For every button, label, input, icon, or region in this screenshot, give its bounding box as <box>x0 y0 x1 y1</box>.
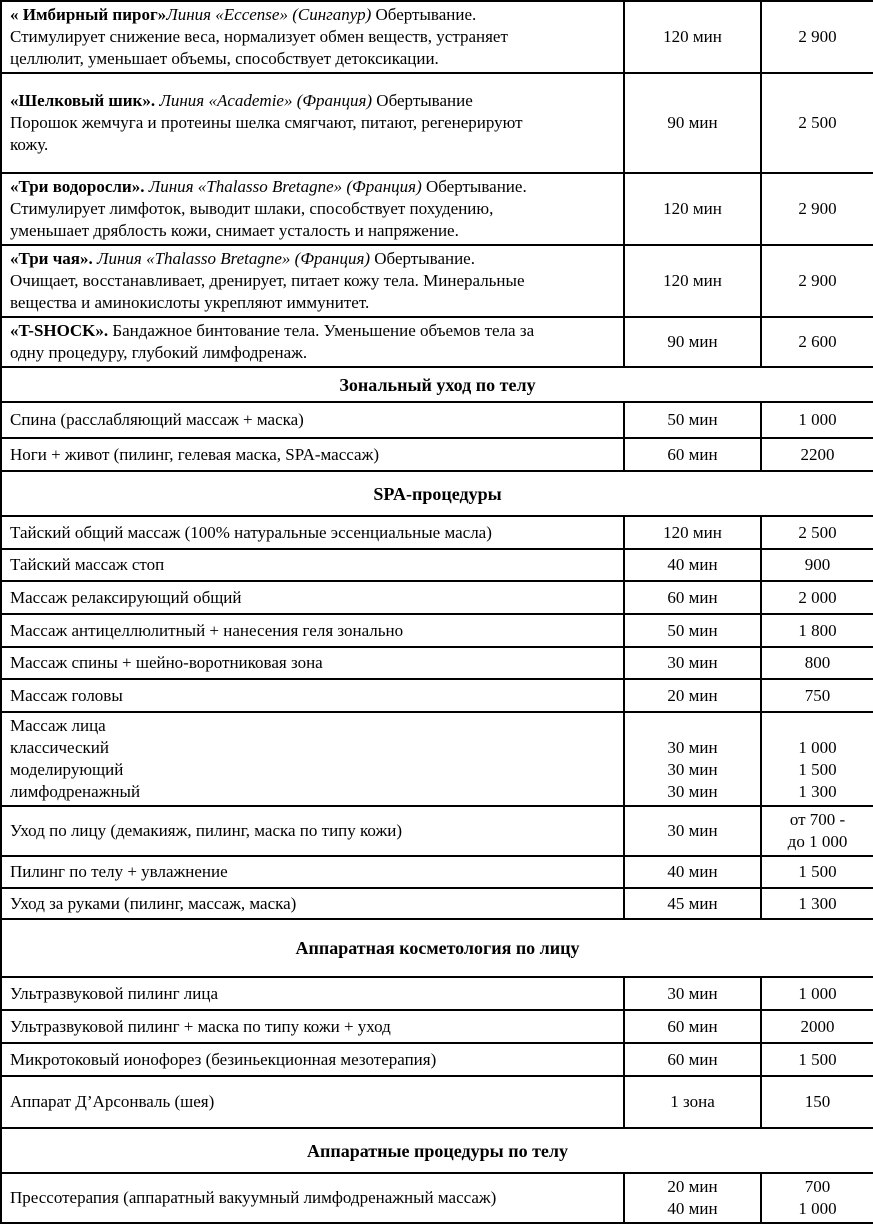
service-text-line: «Три чая». Линия «Thalasso Bretagne» (Франция) Обертывание. <box>10 249 475 268</box>
duration-cell <box>624 614 761 647</box>
service-cell <box>1 549 624 581</box>
price-cell <box>761 1 873 73</box>
service-cell <box>1 402 624 438</box>
price-cell <box>761 549 873 581</box>
service-text-line: моделирующий <box>10 760 124 779</box>
service-row <box>1 1 873 73</box>
price-cell <box>761 977 873 1010</box>
price-cell <box>761 73 873 173</box>
service-text-line: Массаж спины + шейно-воротниковая зона <box>10 653 323 672</box>
duration-cell <box>624 1076 761 1128</box>
service-text-line: вещества и аминокислоты укрепляют иммунитет. <box>10 293 370 312</box>
duration-cell <box>624 888 761 919</box>
duration-value: 40 мин <box>667 555 718 574</box>
service-text-line: кожу. <box>10 135 49 154</box>
duration-value: 30 мин <box>667 983 718 1003</box>
service-cell <box>1 438 624 471</box>
price-cell <box>761 516 873 549</box>
service-text-line: Порошок жемчуга и протеины шелка смягчают, питают, регенерируют <box>10 113 523 132</box>
duration-cell <box>624 581 761 614</box>
service-text-line: Аппарат Д’Арсонваль (шея) <box>10 1092 215 1111</box>
price-cell <box>761 402 873 438</box>
duration-value: 1 зона <box>670 1092 715 1111</box>
price-value: 150 <box>804 1092 831 1111</box>
service-row <box>1 1043 873 1076</box>
service-row <box>1 173 873 245</box>
service-text-line: Ультразвуковой пилинг лица <box>10 983 219 1003</box>
duration-value: 120 мин <box>663 27 722 46</box>
price-cell <box>761 245 873 317</box>
service-row <box>1 888 873 919</box>
service-row <box>1 977 873 1010</box>
price-cell <box>761 888 873 919</box>
service-text-line: одну процедуру, глубокий лимфодренаж. <box>10 343 308 362</box>
service-row <box>1 614 873 647</box>
price-cell <box>761 581 873 614</box>
service-row <box>1 1173 873 1223</box>
duration-value: 40 мин <box>667 862 718 881</box>
service-cell <box>1 581 624 614</box>
service-text-line: « Имбирный пирог»Линия «Eccense» (Сингапур) Обертывание. <box>10 5 477 24</box>
duration-value: 120 мин <box>663 199 722 218</box>
duration-cell <box>624 549 761 581</box>
duration-value: 90 мин <box>667 113 718 132</box>
duration-cell <box>624 173 761 245</box>
price-value: до 1 000 <box>787 832 848 851</box>
service-row <box>1 679 873 712</box>
price-cell <box>761 1076 873 1128</box>
duration-value: 30 мин <box>667 653 718 672</box>
service-cell <box>1 1173 624 1223</box>
duration-cell <box>624 516 761 549</box>
service-text-line: Очищает, восстанавливает, дренирует, питает кожу тела. Минеральные <box>10 271 525 290</box>
price-cell <box>761 438 873 471</box>
duration-cell <box>624 647 761 679</box>
price-value: 1 000 <box>798 738 837 757</box>
price-value: 2 500 <box>798 522 837 542</box>
price-value: 2 900 <box>798 27 837 46</box>
duration-value <box>627 715 758 737</box>
price-value: 2 600 <box>798 332 837 351</box>
price-value: 1 500 <box>798 760 837 779</box>
service-row <box>1 317 873 367</box>
service-row <box>1 1076 873 1128</box>
duration-value: 60 мин <box>667 444 718 464</box>
service-text-line: Ультразвуковой пилинг + маска по типу кожи + уход <box>10 1016 391 1036</box>
duration-value: 30 мин <box>667 821 718 840</box>
service-row <box>1 806 873 856</box>
price-value: 2000 <box>800 1016 835 1036</box>
price-value: 750 <box>804 685 831 705</box>
service-text-line: Пилинг по телу + увлажнение <box>10 862 228 881</box>
price-value: 1 300 <box>798 782 837 801</box>
service-text-line: целлюлит, уменьшает объемы, способствует детоксикации. <box>10 49 439 68</box>
duration-value: 45 мин <box>667 893 718 913</box>
duration-value: 40 мин <box>667 1199 718 1218</box>
duration-value: 50 мин <box>667 410 718 429</box>
duration-value: 30 мин <box>667 760 718 779</box>
service-cell <box>1 317 624 367</box>
price-cell <box>761 317 873 367</box>
duration-cell <box>624 1173 761 1223</box>
service-row <box>1 245 873 317</box>
price-value: 1 500 <box>798 862 837 881</box>
price-cell <box>761 173 873 245</box>
price-value: 1 000 <box>798 983 837 1003</box>
section-row <box>1 1128 873 1173</box>
service-row <box>1 581 873 614</box>
service-cell <box>1 647 624 679</box>
duration-value: 120 мин <box>663 271 722 290</box>
duration-cell <box>624 679 761 712</box>
duration-cell <box>624 402 761 438</box>
service-row <box>1 438 873 471</box>
service-row <box>1 73 873 173</box>
price-value: 1 800 <box>798 620 837 640</box>
service-text-line: Тайский общий массаж (100% натуральные эссенциальные масла) <box>10 522 492 542</box>
service-cell <box>1 173 624 245</box>
section-header: Аппаратные процедуры по телу <box>1 1128 873 1173</box>
price-value: 2 000 <box>798 587 837 607</box>
service-cell <box>1 1043 624 1076</box>
duration-value: 120 мин <box>663 522 722 542</box>
duration-value: 60 мин <box>667 1049 718 1069</box>
service-text-line: Массаж антицеллюлитный + нанесения геля зонально <box>10 620 404 640</box>
price-cell <box>761 1043 873 1076</box>
duration-cell <box>624 806 761 856</box>
service-row <box>1 549 873 581</box>
service-cell <box>1 679 624 712</box>
service-text-line: лимфодренажный <box>10 782 141 801</box>
price-cell <box>761 647 873 679</box>
service-text-line: Тайский массаж стоп <box>10 555 165 574</box>
price-cell <box>761 614 873 647</box>
section-row <box>1 471 873 516</box>
service-text-line: Массаж лица <box>10 716 106 735</box>
service-row <box>1 647 873 679</box>
price-value: 1 000 <box>798 1199 837 1218</box>
section-row <box>1 919 873 977</box>
service-text-line: Микротоковый ионофорез (безиньекционная мезотерапия) <box>10 1049 437 1069</box>
price-value: от 700 - <box>789 810 846 829</box>
service-cell <box>1 712 624 806</box>
service-text-line: Уход по лицу (демакияж, пилинг, маска по типу кожи) <box>10 821 402 840</box>
section-header: Зональный уход по телу <box>1 367 873 402</box>
price-cell <box>761 856 873 888</box>
service-text-line: Стимулирует снижение веса, нормализует обмен веществ, устраняет <box>10 27 508 46</box>
price-cell <box>761 806 873 856</box>
service-text-line: «Три водоросли». Линия «Thalasso Bretagne» (Франция) Обертывание. <box>10 177 527 196</box>
duration-value: 90 мин <box>667 332 718 351</box>
service-row <box>1 712 873 806</box>
service-text-line: уменьшает дряблость кожи, снимает усталость и напряжение. <box>10 221 459 240</box>
duration-value: 50 мин <box>667 620 718 640</box>
service-cell <box>1 516 624 549</box>
price-cell <box>761 1173 873 1223</box>
price-value <box>764 715 871 737</box>
duration-value: 30 мин <box>667 738 718 757</box>
service-cell <box>1 614 624 647</box>
duration-cell <box>624 1 761 73</box>
service-text-line: классический <box>10 738 109 757</box>
price-cell <box>761 712 873 806</box>
price-cell <box>761 679 873 712</box>
price-value: 2 500 <box>798 113 837 132</box>
service-text-line: «T-SHOCK». Бандажное бинтование тела. Уменьшение объемов тела за <box>10 321 535 340</box>
section-header: SPA-процедуры <box>1 471 873 516</box>
service-cell <box>1 245 624 317</box>
duration-cell <box>624 438 761 471</box>
service-cell <box>1 977 624 1010</box>
duration-cell <box>624 1043 761 1076</box>
service-text-line: Массаж головы <box>10 685 123 705</box>
service-cell <box>1 1076 624 1128</box>
service-cell <box>1 73 624 173</box>
duration-cell <box>624 977 761 1010</box>
duration-cell <box>624 856 761 888</box>
service-cell <box>1 888 624 919</box>
duration-cell <box>624 317 761 367</box>
service-row <box>1 856 873 888</box>
service-row <box>1 402 873 438</box>
duration-cell <box>624 712 761 806</box>
service-row <box>1 1010 873 1043</box>
service-cell <box>1 1010 624 1043</box>
service-cell <box>1 806 624 856</box>
duration-value: 60 мин <box>667 1016 718 1036</box>
service-cell <box>1 1 624 73</box>
service-text-line: Ноги + живот (пилинг, гелевая маска, SPA-массаж) <box>10 444 379 464</box>
duration-value: 20 мин <box>667 1177 718 1196</box>
price-value: 800 <box>804 653 831 672</box>
price-value: 1 300 <box>798 893 837 913</box>
service-text-line: Уход за руками (пилинг, массаж, маска) <box>10 893 297 913</box>
price-value: 900 <box>804 555 831 574</box>
duration-value: 20 мин <box>667 685 718 705</box>
section-row <box>1 367 873 402</box>
service-text-line: Массаж релаксирующий общий <box>10 587 242 607</box>
price-value: 1 500 <box>798 1049 837 1069</box>
service-cell <box>1 856 624 888</box>
price-list-body <box>1 1 873 1223</box>
duration-cell <box>624 1010 761 1043</box>
price-value: 700 <box>804 1177 831 1196</box>
duration-cell <box>624 245 761 317</box>
duration-cell <box>624 73 761 173</box>
section-header: Аппаратная косметология по лицу <box>1 919 873 977</box>
price-cell <box>761 1010 873 1043</box>
price-value: 2200 <box>800 444 835 464</box>
service-text-line: «Шелковый шик». Линия «Academie» (Франция) Обертывание <box>10 91 473 110</box>
duration-value: 60 мин <box>667 587 718 607</box>
duration-value: 30 мин <box>667 782 718 801</box>
price-value: 2 900 <box>798 199 837 218</box>
service-text-line: Прессотерапия (аппаратный вакуумный лимфодренажный массаж) <box>10 1188 497 1207</box>
price-value: 1 000 <box>798 410 837 429</box>
price-value: 2 900 <box>798 271 837 290</box>
service-text-line: Стимулирует лимфоток, выводит шлаки, способствует похудению, <box>10 199 494 218</box>
service-text-line: Спина (расслабляющий массаж + маска) <box>10 410 304 429</box>
service-row <box>1 516 873 549</box>
